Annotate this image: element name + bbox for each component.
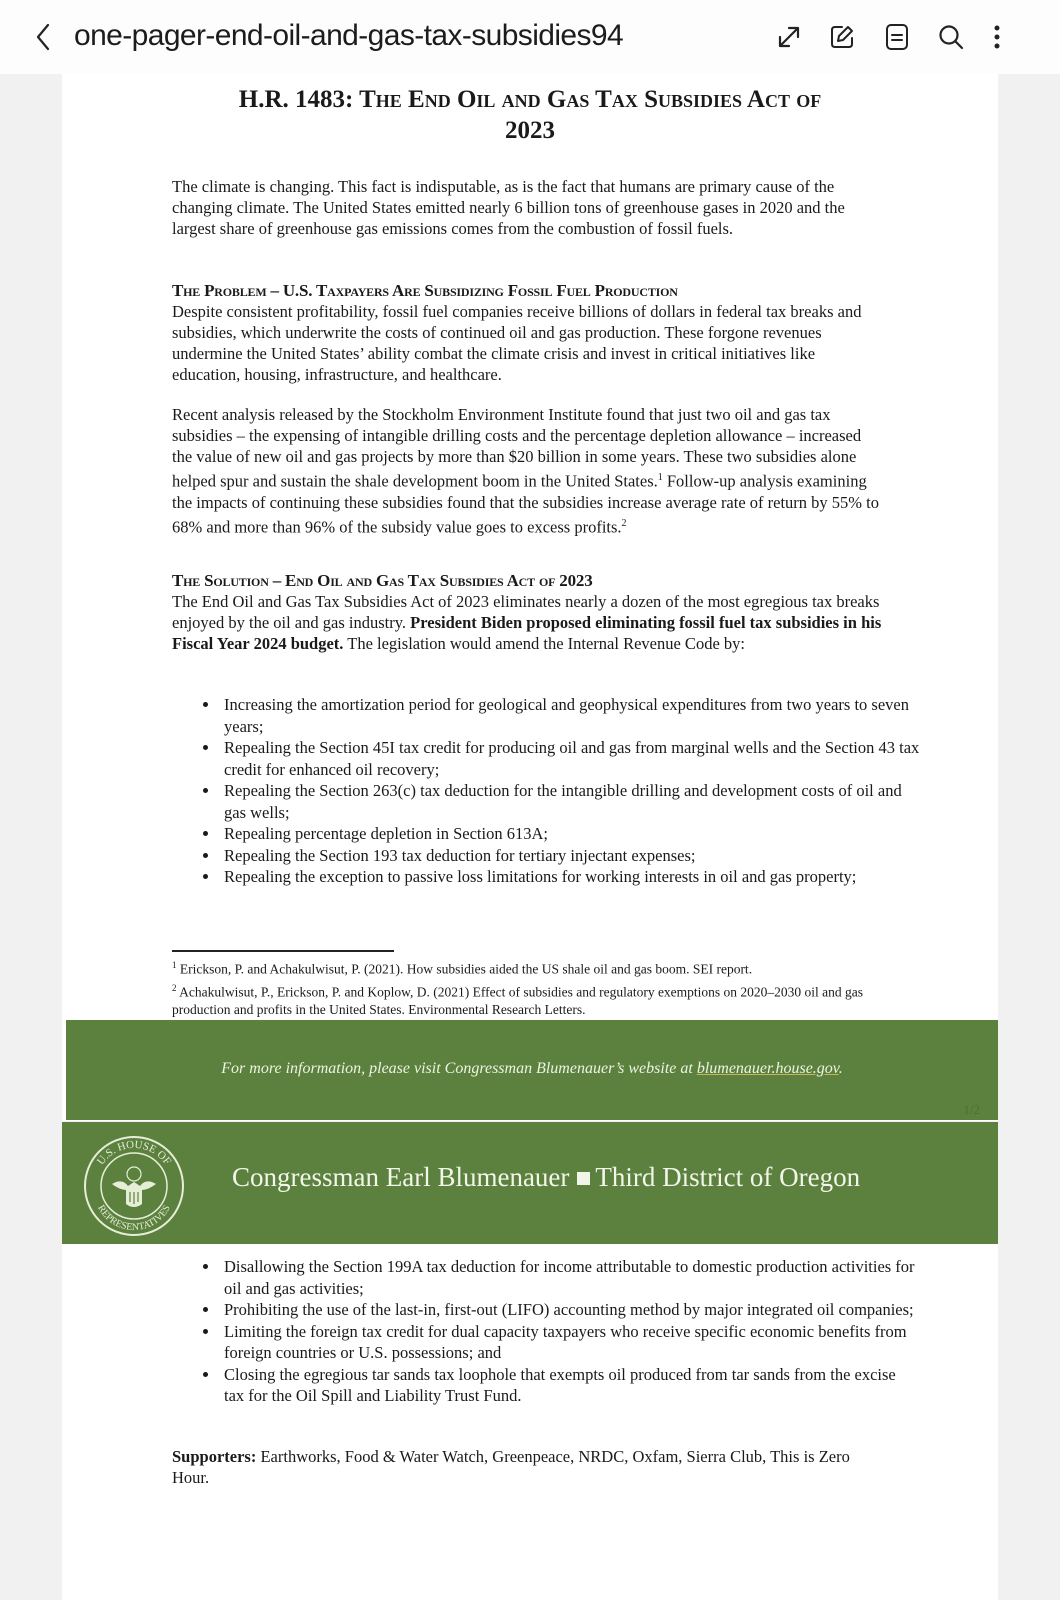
website-link[interactable]: blumenauer.house.gov bbox=[696, 1060, 839, 1077]
problem-section bbox=[172, 280, 882, 385]
solution-section bbox=[172, 570, 882, 654]
app-bar bbox=[0, 0, 1060, 74]
reader-mode-button[interactable] bbox=[880, 20, 914, 54]
edit-button[interactable] bbox=[825, 20, 859, 54]
footnote-divider bbox=[172, 950, 394, 952]
more-options-button[interactable] bbox=[980, 20, 1014, 54]
congressman-banner-text: Congressman Earl Blumenauer Third District of Oregon bbox=[232, 1162, 861, 1192]
list-item: • Repealing the Section 193 tax deduction for tertiary injectant expenses; bbox=[220, 845, 920, 867]
footer-banner bbox=[66, 1020, 998, 1120]
list-item: • Disallowing the Section 199A tax deduction for income attributable to domestic production activities for oil and gas activities; bbox=[220, 1256, 920, 1299]
solution-heading: The Solution – End Oil and Gas Tax Subsidies Act of 2023 bbox=[172, 571, 593, 590]
list-item: • Repealing the Section 45I tax credit for producing oil and gas from marginal wells and the Section 43 tax credit for enhanced oil recovery; bbox=[220, 737, 920, 780]
page-number: 1/2 bbox=[963, 1102, 980, 1117]
list-item: • Limiting the foreign tax credit for dual capacity taxpayers who receive specific economic benefits from foreign countries or U.S. possessions; and bbox=[220, 1321, 920, 1364]
search-button[interactable] bbox=[934, 20, 968, 54]
amendments-list-page-1 bbox=[194, 694, 920, 888]
expand-icon bbox=[776, 24, 802, 50]
footnote-1: $^1$ Erickson, P. and Achakulwisut, P. (2021). How subsidies aided the US shale oil and gas boom. SEI report. bbox=[172, 960, 753, 977]
back-chevron-icon bbox=[35, 23, 51, 51]
search-icon bbox=[937, 23, 965, 51]
problem-heading: The Problem – U.S. Taxpayers Are Subsidizing Fossil Fuel Production bbox=[172, 281, 678, 300]
square-separator bbox=[577, 1172, 590, 1185]
footnotes bbox=[172, 956, 872, 1019]
svg-text:U.S. HOUSE OF: U.S. HOUSE OF bbox=[94, 1138, 174, 1168]
svg-text:REPRESENTATIVES: REPRESENTATIVES bbox=[95, 1203, 173, 1234]
house-seal-icon bbox=[82, 1134, 186, 1238]
list-item: • Closing the egregious tar sands tax loophole that exempts oil produced from tar sands from the excise tax for the Oil Spill and Liability Trust Fund. bbox=[220, 1364, 920, 1407]
supporters: Supporters: Earthworks, Food & Water Watch, Greenpeace, NRDC, Oxfam, Sierra Club, This is Zero Hour. bbox=[172, 1447, 850, 1487]
amendments-list-page-2 bbox=[194, 1256, 920, 1407]
solution-paragraph: The End Oil and Gas Tax Subsidies Act of 2023 eliminates nearly a dozen of the most egregious tax breaks enjoyed by the oil and gas industry. President Biden proposed eliminating fossil fuel tax subsidies in his Fiscal Year 2024 budget. The legislation would amend the Internal Revenue Code by: bbox=[172, 592, 882, 653]
footnote-2: $^2$ Achakulwisut, P., Erickson, P. and Koplow, D. (2021) Effect of subsidies and regulatory exemptions on 2020–2030 oil and gas production and profits in the United States. Environmental Research Letters. bbox=[172, 982, 864, 1017]
back-button[interactable] bbox=[28, 20, 58, 54]
list-item: • Repealing the exception to passive loss limitations for working interests in oil and gas property; bbox=[220, 866, 920, 888]
more-info-text: For more information, please visit Congressman Blumenauer’s website at blumenauer.house.gov. bbox=[221, 1060, 843, 1077]
footnote-ref-1[interactable]: 1 bbox=[657, 472, 663, 483]
list-item: • Increasing the amortization period for geological and geophysical expenditures from two years to seven years; bbox=[220, 694, 920, 737]
list-item: • Repealing the Section 263(c) tax deduction for the intangible drilling and development costs of oil and gas wells; bbox=[220, 780, 920, 823]
list-item: • Prohibiting the use of the last-in, first-out (LIFO) accounting method by major integrated oil companies; bbox=[220, 1299, 920, 1321]
edit-icon bbox=[828, 23, 856, 51]
problem-paragraph-1: Despite consistent profitability, fossil fuel companies receive billions of dollars in federal tax breaks and subsidies, which underwrite the costs of continued oil and gas production. These forgone revenues undermine the United States’ ability combat the climate crisis and invest in critical initiatives like education, housing, infrastructure, and healthcare. bbox=[172, 302, 862, 384]
problem-paragraph-2: Recent analysis released by the Stockholm Environment Institute found that just two oil and gas tax subsidies – the expensing of intangible drilling costs and the percentage depletion allowance – increased the value of new oil and gas projects by more than $20 billion in some years. These two subsidies alone helped spur and sustain the shale development boom in the United States.$^1$ Follow-up analysis examining the impacts of continuing these subsidies found that the subsidies increase average rate of return by 55% to 68% and more than 96% of the subsidy value goes to excess profits.$^2$ bbox=[172, 405, 880, 536]
list-item: • Repealing percentage depletion in Section 613A; bbox=[220, 823, 920, 845]
intro-paragraph: The climate is changing. This fact is indisputable, as is the fact that humans are primary cause of the changing climate. The United States emitted nearly 6 billion tons of greenhouse gases in 2020 and the largest share of greenhouse gas emissions comes from the combustion of fossil fuels. bbox=[172, 177, 845, 238]
bill-title: H.R. 1483: The End Oil and Gas Tax Subsidies Act of 2023 bbox=[238, 86, 822, 144]
pdf-page-1 bbox=[62, 74, 998, 1121]
expand-button[interactable] bbox=[772, 20, 806, 54]
reader-mode-icon bbox=[885, 23, 909, 51]
pdf-page-2 bbox=[62, 1140, 998, 1600]
document-title: one-pager-end-oil-and-gas-tax-subsidies94 bbox=[74, 19, 624, 52]
header-banner bbox=[62, 1122, 998, 1244]
footnote-ref-2[interactable]: 2 bbox=[621, 517, 627, 529]
more-vert-icon bbox=[993, 24, 1001, 50]
